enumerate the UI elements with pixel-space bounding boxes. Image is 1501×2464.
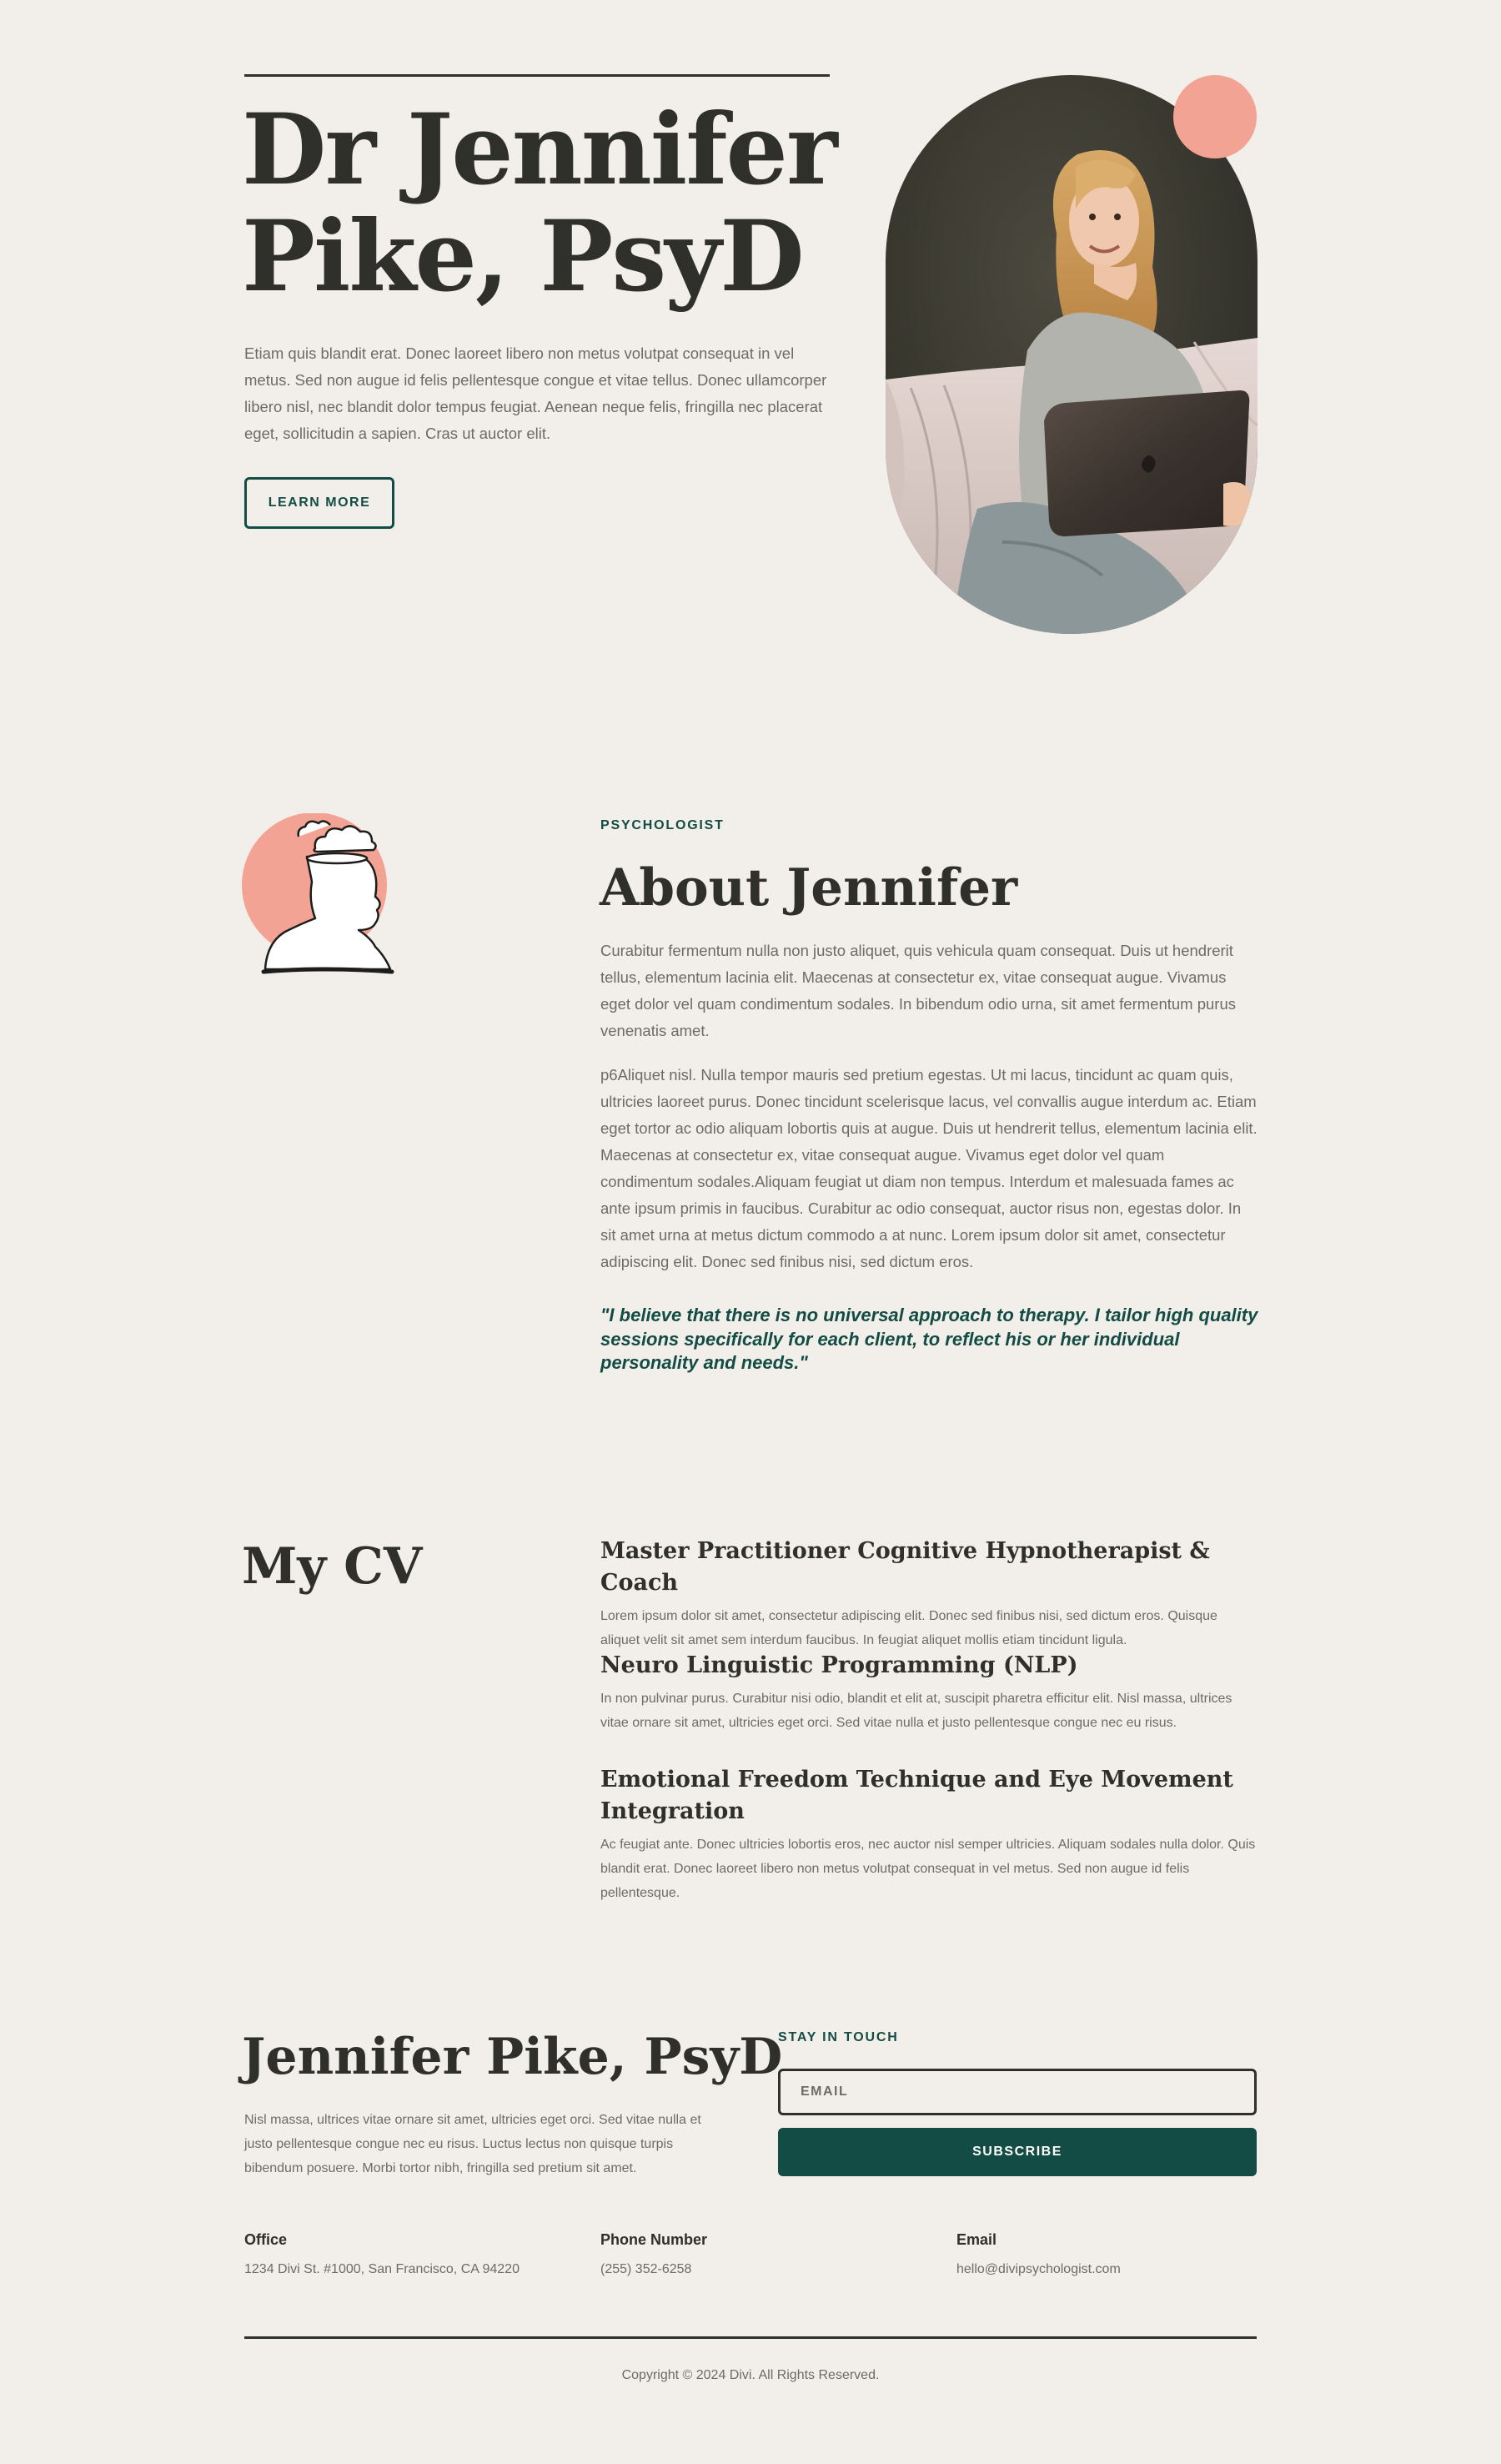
about-paragraph-2: p6Aliquet nisl. Nulla tempor mauris sed pretium egestas. Ut mi lacus, tincidunt ac quam quis, ultricies laoreet purus. Donec tincidunt scelerisque lacus, vel convallis augue interdum ac. Etiam eget tortor ac odio aliquam lobortis quis at augue. Duis ut hendrerit tellus, elementum lacinia elit. Maecenas at consectetur ex, vitae consequat augue. Vivamus eget dolor vel quam condimentum sodales.Aliquam feugiat ut diam non tempus. Interdum et malesuada fames ac ante ipsum primis in faucibus. Curabitur ac odio consequat, auctor risus non, egestas dolor. In sit amet urna at metus dictum commodo a at nunc. Lorem ipsum dolor sit amet, consectetur adipiscing elit. Donec sed finibus nisi, sed dictum eros. (600, 1066, 1258, 1270)
hero-title-line-2: Pike, PsyD (242, 199, 803, 314)
cv-item-text: Ac feugiat ante. Donec ultricies lobortis eros, nec auctor nisl semper ultricies. Aliquam sodales nulla dolor. Quis blandit erat. Donec laoreet libero non metus volutpat consequat in vel metus. Sed non augue id felis pellentesque. (600, 1838, 1256, 1900)
contact-label: Office (244, 2231, 288, 2248)
hero-title (242, 92, 842, 314)
cv-item-title: Emotional Freedom Technique and Eye Movement Integration (600, 1767, 1233, 1824)
hero-title-line-1: Dr Jennifer (242, 92, 836, 207)
footer-title: Jennifer Pike, PsyD (242, 2028, 783, 2086)
copyright-text: Copyright © 2024 Divi. All Rights Reserved. (621, 2368, 880, 2382)
cv-item (600, 1650, 1259, 1735)
contact-label: Email (956, 2231, 997, 2248)
contact-label: Phone Number (600, 2231, 708, 2248)
about-eyebrow: PSYCHOLOGIST (600, 818, 725, 832)
cv-item (600, 1536, 1259, 1652)
cv-item-title: Neuro Linguistic Programming (NLP) (600, 1652, 1078, 1678)
hero-divider (244, 74, 830, 77)
about-quote: "I believe that there is no universal approach to therapy. I tailor high quality sessions specifically for each client, to reflect his or her individual personality and needs." (600, 1305, 1258, 1373)
accent-circle (1173, 75, 1257, 158)
cv-item-text: Lorem ipsum dolor sit amet, consectetur adipiscing elit. Donec sed finibus nisi, sed dictum eros. Quisque aliquet velit sit amet sem interdum faucibus. In feugiat aliquet mollis etiam tincidunt ligula. (600, 1609, 1217, 1647)
stay-in-touch-label: STAY IN TOUCH (778, 2030, 899, 2044)
head-clouds-icon (242, 813, 409, 980)
hero-portrait-image (886, 75, 1258, 634)
contact-office (244, 2229, 520, 2280)
contact-email (956, 2229, 1121, 2280)
cv-item-title: Master Practitioner Cognitive Hypnotherapist & Coach (600, 1538, 1210, 1596)
cv-item (600, 1764, 1259, 1905)
learn-more-button[interactable]: LEARN MORE (244, 477, 394, 529)
contact-value: (255) 352-6258 (600, 2262, 692, 2276)
email-input[interactable] (778, 2069, 1257, 2115)
subscribe-button[interactable]: SUBSCRIBE (778, 2128, 1257, 2176)
footer-divider (244, 2336, 1257, 2339)
contact-value: hello@divipsychologist.com (956, 2262, 1121, 2276)
portrait-photo-icon (886, 75, 1258, 634)
hero-description: Etiam quis blandit erat. Donec laoreet libero non metus volutpat consequat in vel metus. Sed non augue id felis pellentesque congue et vitae tellus. Donec ullamcorper libero nisl, nec blandit dolor tempus feugiat. Aenean neque felis, fringilla nec placerat eget, sollicitudin a sapien. Cras ut auctor elit. (244, 344, 827, 442)
cv-title: My CV (242, 1537, 423, 1596)
cv-item-text: In non pulvinar purus. Curabitur nisi odio, blandit et elit at, suscipit pharetra efficitur elit. Nisl massa, ultrices vitae ornare sit amet, ultricies eget orci. Sed vitae nulla et justo pellentesque congue nec eu risus. (600, 1692, 1232, 1730)
contact-phone (600, 2229, 707, 2280)
about-title: About Jennifer (600, 858, 1018, 918)
footer-description: Nisl massa, ultrices vitae ornare sit amet, ultricies eget orci. Sed vitae nulla et justo pellentesque congue nec eu risus. Luctus lectus non quisque turpis bibendum posuere. Morbi tortor nibh, fringilla sed pretium sit amet. (244, 2113, 701, 2175)
about-paragraph-1: Curabitur fermentum nulla non justo aliquet, quis vehicula quam consequat. Duis ut hendrerit tellus, elementum lacinia elit. Maecenas at consectetur ex, vitae consequat augue. Vivamus eget dolor vel quam condimentum sodales. In bibendum odio urna, sit amet fermentum purus venenatis amet. (600, 942, 1236, 1039)
contact-value: 1234 Divi St. #1000, San Francisco, CA 94220 (244, 2262, 520, 2276)
